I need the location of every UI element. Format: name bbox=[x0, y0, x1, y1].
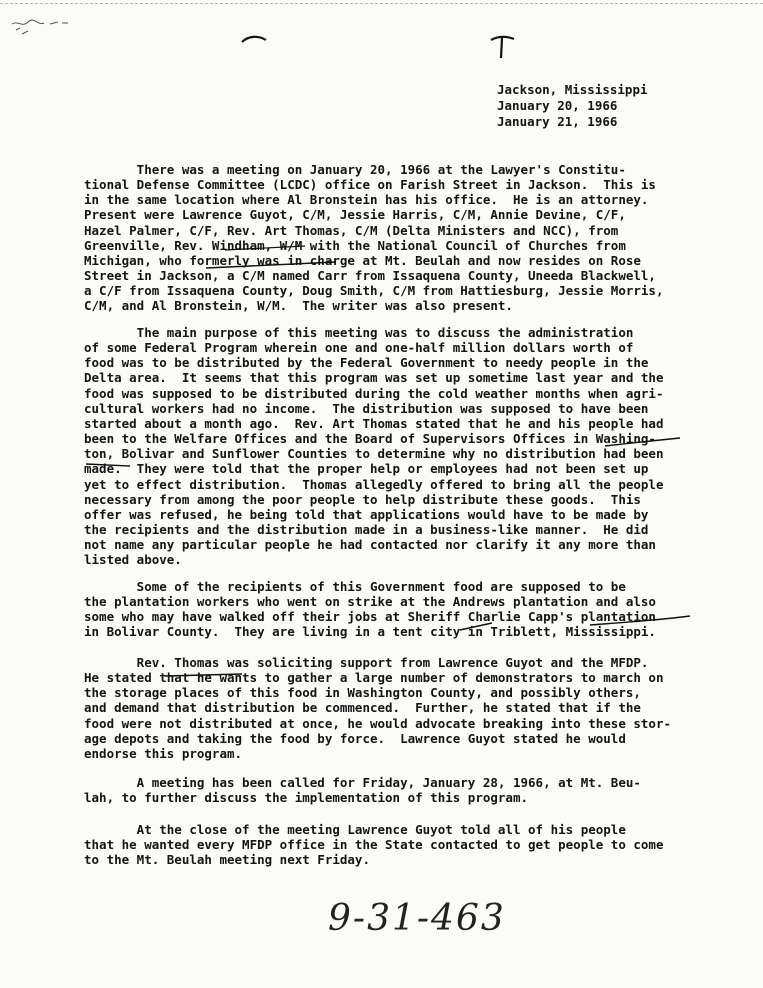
text-line: C/M, and Al Bronstein, W/M. The writer was also present. bbox=[84, 298, 513, 314]
text-line: food was supposed to be distributed during the cold weather months when agri- bbox=[84, 385, 664, 401]
text-line: age depots and taking the food by force. Lawrence Guyot stated he would bbox=[84, 730, 626, 746]
header-date-2: January 21, 1966 bbox=[497, 114, 618, 129]
text-line: that he wanted every MFDP office in the State contacted to get people to come bbox=[84, 837, 664, 853]
text-line: Street in Jackson, a C/M named Carr from Issaquena County, Uneeda Blackwell, bbox=[84, 268, 656, 284]
paragraph-5 bbox=[84, 775, 684, 805]
text-line: Delta area. It seems that this program was set up sometime last year and the bbox=[84, 370, 664, 386]
text-line: necessary from among the poor people to help distribute these goods. This bbox=[84, 491, 641, 507]
text-line: the storage places of this food in Washington County, and possibly others, bbox=[84, 685, 641, 701]
handwritten-file-number: 9-31-463 bbox=[328, 898, 506, 939]
page-top-border bbox=[0, 3, 763, 4]
text-line: started about a month ago. Rev. Art Thomas stated that he and his people had bbox=[84, 415, 664, 431]
text-line: food were not distributed at once, he would advocate breaking into these stor- bbox=[84, 715, 671, 731]
text-line: Hazel Palmer, C/F, Rev. Art Thomas, C/M (Delta Ministers and NCC), from bbox=[84, 222, 619, 238]
report-header bbox=[497, 82, 648, 130]
hole-punch-mark-right bbox=[488, 34, 518, 60]
text-line: the recipients and the distribution made in a business-like manner. He did bbox=[84, 522, 649, 538]
text-line: to the Mt. Beulah meeting next Friday. bbox=[84, 852, 370, 868]
text-line: listed above. bbox=[84, 552, 182, 568]
paragraph-3 bbox=[84, 579, 684, 640]
text-line: He stated that he wants to gather a large number of demonstrators to march on bbox=[84, 670, 664, 686]
header-date-1: January 20, 1966 bbox=[497, 98, 618, 113]
paragraph-4 bbox=[84, 655, 684, 761]
text-line: the plantation workers who went on strike at the Andrews plantation and also bbox=[84, 594, 656, 610]
text-line: There was a meeting on January 20, 1966 at the Lawyer's Constitu- bbox=[84, 162, 626, 177]
text-line: made. They were told that the proper help or employees had not been set up bbox=[84, 461, 649, 477]
hole-punch-mark-left bbox=[240, 32, 270, 48]
text-line: Present were Lawrence Guyot, C/M, Jessie Harris, C/M, Annie Devine, C/F, bbox=[84, 207, 626, 223]
text-line: The main purpose of this meeting was to discuss the administration bbox=[84, 325, 634, 340]
text-line: been to the Welfare Offices and the Board of Supervisors Offices in Washing- bbox=[84, 431, 656, 447]
text-line: At the close of the meeting Lawrence Guyot told all of his people bbox=[84, 822, 626, 837]
text-line: and demand that distribution be commenced. Further, he stated that if the bbox=[84, 700, 641, 716]
text-line: lah, to further discuss the implementation of this program. bbox=[84, 790, 529, 806]
text-line: Rev. Thomas was soliciting support from Lawrence Guyot and the MFDP. bbox=[84, 655, 649, 670]
text-line: some who may have walked off their jobs at Sheriff Charlie Capp's plantation bbox=[84, 609, 656, 625]
text-line: a C/F from Issaquena County, Doug Smith, C/M from Hattiesburg, Jessie Morris, bbox=[84, 283, 664, 299]
text-line: A meeting has been called for Friday, January 28, 1966, at Mt. Beu- bbox=[84, 775, 641, 790]
text-line: Some of the recipients of this Government food are supposed to be bbox=[84, 579, 626, 594]
header-place: Jackson, Mississippi bbox=[497, 82, 648, 97]
text-line: endorse this program. bbox=[84, 745, 243, 761]
text-line: not name any particular people he had contacted nor clarify it any more than bbox=[84, 537, 656, 553]
text-line: tional Defense Committee (LCDC) office on Farish Street in Jackson. This is bbox=[84, 177, 656, 193]
text-line: Michigan, who formerly was in charge at Mt. Beulah and now resides on Rose bbox=[84, 252, 641, 268]
text-line: of some Federal Program wherein one and one-half million dollars worth of bbox=[84, 340, 634, 356]
text-line: in the same location where Al Bronstein has his office. He is an attorney. bbox=[84, 192, 649, 208]
text-line: Greenville, Rev. Windham, W/M with the National Council of Churches from bbox=[84, 237, 626, 253]
text-line: cultural workers had no income. The distribution was supposed to have been bbox=[84, 400, 649, 416]
text-line: food was to be distributed by the Federal Government to needy people in the bbox=[84, 355, 649, 371]
text-line: in Bolivar County. They are living in a tent city in Triblett, Mississippi. bbox=[84, 624, 656, 640]
paragraph-1 bbox=[84, 162, 684, 314]
corner-scribble bbox=[10, 14, 80, 40]
text-line: yet to effect distribution. Thomas allegedly offered to bring all the people bbox=[84, 476, 664, 492]
paragraph-6 bbox=[84, 822, 684, 867]
paragraph-2 bbox=[84, 325, 684, 568]
text-line: ton, Bolivar and Sunflower Counties to determine why no distribution had been bbox=[84, 446, 664, 462]
text-line: offer was refused, he being told that applications would have to be made by bbox=[84, 506, 649, 522]
